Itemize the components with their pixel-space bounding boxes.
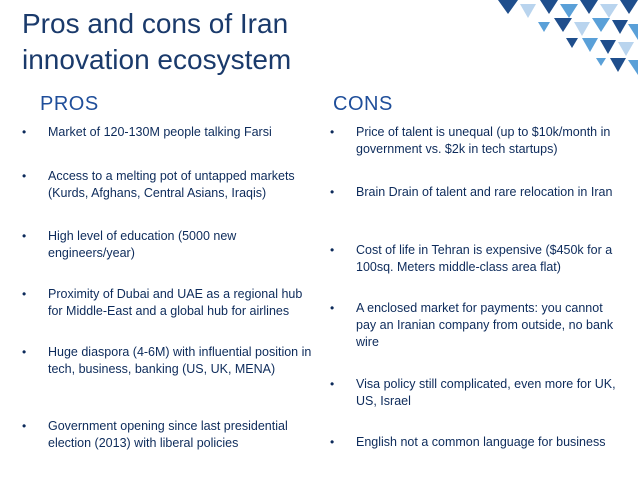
- cons-item: [330, 124, 622, 158]
- page-title-line-2: innovation ecosystem: [22, 44, 292, 75]
- bullet-icon: •: [330, 377, 335, 391]
- pros-item-text: Market of 120-130M people talking Farsi: [48, 125, 272, 139]
- pros-item: [22, 418, 314, 452]
- cons-heading: CONS: [333, 93, 393, 115]
- pros-item-text: Proximity of Dubai and UAE as a regional hub for Middle-East and a global hub for airlines: [48, 287, 303, 318]
- cons-item-text: Price of talent is unequal (up to $10k/month in government vs. $2k in tech startups): [356, 125, 611, 156]
- bullet-icon: •: [330, 435, 335, 449]
- pros-item: [22, 124, 314, 141]
- cons-item: [330, 300, 622, 351]
- pros-item-text: Access to a melting pot of untapped markets (Kurds, Afghans, Central Asians, Iraqis): [48, 169, 295, 200]
- cons-item: [330, 184, 622, 201]
- cons-item-text: Brain Drain of talent and rare relocation in Iran: [356, 185, 613, 199]
- cons-item: [330, 376, 622, 410]
- bullet-icon: •: [22, 287, 27, 301]
- bullet-icon: •: [22, 169, 27, 183]
- bullet-icon: •: [330, 243, 335, 257]
- pros-heading: PROS: [40, 93, 99, 115]
- page-title: [22, 6, 442, 78]
- pros-item-text: Huge diaspora (4-6M) with influential position in tech, business, banking (US, UK, MENA): [48, 345, 312, 376]
- pros-item-text: Government opening since last presidential election (2013) with liberal policies: [48, 419, 288, 450]
- decorative-triangles-logo: [478, 0, 638, 75]
- bullet-icon: •: [330, 301, 335, 315]
- pros-item: [22, 168, 314, 202]
- bullet-icon: •: [22, 345, 27, 359]
- bullet-icon: •: [330, 185, 335, 199]
- pros-item: [22, 344, 314, 378]
- cons-item-text: English not a common language for business: [356, 435, 606, 449]
- pros-item: [22, 228, 314, 262]
- cons-item-text: Cost of life in Tehran is expensive ($450k for a 100sq. Meters middle-class area flat): [356, 243, 613, 274]
- page-title-line-1: Pros and cons of Iran: [22, 8, 289, 39]
- pros-item: [22, 286, 314, 320]
- bullet-icon: •: [22, 229, 27, 243]
- cons-item-text: Visa policy still complicated, even more for UK, US, Israel: [356, 377, 616, 408]
- pros-item-text: High level of education (5000 new engineers/year): [48, 229, 237, 260]
- cons-item: [330, 242, 622, 276]
- cons-item-text: A enclosed market for payments: you cannot pay an Iranian company from outside, no bank wire: [356, 301, 614, 349]
- bullet-icon: •: [22, 419, 27, 433]
- cons-item: [330, 434, 622, 451]
- bullet-icon: •: [22, 125, 27, 139]
- bullet-icon: •: [330, 125, 335, 139]
